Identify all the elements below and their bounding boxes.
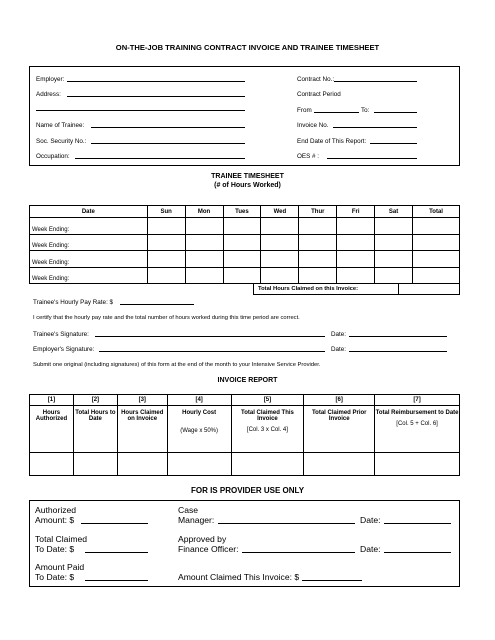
col-number: [1]: [30, 395, 74, 406]
occupation-label: Occupation:: [36, 153, 70, 160]
address-label: Address:: [36, 91, 61, 98]
note-text: [Col. 5 + Col. 6]: [396, 421, 438, 427]
cell[interactable]: [413, 251, 460, 268]
table-row: [30, 267, 460, 284]
cell[interactable]: [147, 218, 185, 235]
from-field[interactable]: [314, 106, 359, 113]
from-label: From: [297, 107, 312, 114]
week-ending-label: Week Ending:: [30, 218, 148, 235]
cell[interactable]: [261, 251, 299, 268]
end-date-field[interactable]: [370, 137, 417, 144]
header-text: Hours Claimed on Invoice: [121, 410, 164, 422]
cell[interactable]: [337, 251, 375, 268]
col-date: Date: [30, 206, 148, 218]
col-tues: Tues: [223, 206, 261, 218]
week-ending-label: Week Ending:: [30, 251, 148, 268]
case-date-label: Date:: [360, 515, 381, 525]
col-total-reimbursement: [375, 406, 460, 453]
trainee-name-field[interactable]: [91, 121, 245, 128]
authorized-amount-field[interactable]: [81, 515, 148, 524]
paid-label-2: To Date: $: [35, 572, 75, 582]
week-ending-label: Week Ending:: [30, 234, 148, 251]
claimed-label-1: Total Claimed: [35, 534, 88, 544]
ssn-field[interactable]: [91, 137, 245, 144]
col-hours-claimed: [117, 406, 167, 453]
contract-no-field[interactable]: [334, 75, 417, 82]
note-text: [Col. 3 x Col. 4]: [246, 427, 288, 433]
col-number: [5]: [231, 395, 304, 406]
trainee-date-label: Date:: [331, 331, 347, 338]
pay-rate-field[interactable]: [120, 298, 194, 305]
trainee-name-label: Name of Trainee:: [36, 122, 85, 129]
cell[interactable]: [185, 251, 223, 268]
cell[interactable]: [413, 267, 460, 284]
case-manager-field[interactable]: [218, 515, 355, 524]
col-number: [3]: [117, 395, 167, 406]
invoice-table: [29, 394, 460, 476]
cell[interactable]: [299, 251, 337, 268]
paid-amount-field[interactable]: [85, 572, 148, 581]
cell[interactable]: [261, 267, 299, 284]
timesheet-title: TRAINEE TIMESHEET: [211, 173, 284, 180]
employer-date-label: Date:: [331, 346, 347, 353]
contract-period-label: Contract Period: [297, 91, 341, 98]
cell[interactable]: [231, 453, 304, 476]
cell[interactable]: [261, 234, 299, 251]
cell[interactable]: [223, 251, 261, 268]
cell[interactable]: [413, 234, 460, 251]
cell[interactable]: [30, 453, 74, 476]
employer-date-field[interactable]: [349, 345, 447, 352]
total-hours-cell[interactable]: [398, 284, 460, 294]
col-fri: Fri: [337, 206, 375, 218]
cell[interactable]: [337, 234, 375, 251]
cell[interactable]: [147, 234, 185, 251]
total-hours-box: [253, 284, 460, 295]
invoice-no-field[interactable]: [333, 121, 417, 128]
provider-title: FOR IS PROVIDER USE ONLY: [190, 486, 305, 495]
finance-officer-field[interactable]: [242, 544, 355, 553]
table-row: [30, 218, 460, 235]
cell[interactable]: [185, 267, 223, 284]
cell[interactable]: [413, 218, 460, 235]
cell[interactable]: [375, 218, 413, 235]
certify-text: I certify that the hourly pay rate and the total number of hours worked during this time period are correct.: [33, 315, 300, 321]
col-wed: Wed: [261, 206, 299, 218]
approved-date-label: Date:: [360, 544, 381, 554]
cell[interactable]: [185, 218, 223, 235]
col-prior-claimed: [304, 406, 375, 453]
authorized-label-2: Amount: $: [35, 515, 75, 525]
col-mon: Mon: [185, 206, 223, 218]
employer-signature-field[interactable]: [99, 345, 325, 352]
cell[interactable]: [223, 234, 261, 251]
cell[interactable]: [299, 267, 337, 284]
trainee-date-field[interactable]: [349, 330, 447, 337]
address-field-2[interactable]: [36, 104, 245, 111]
contract-no-label: Contract No.:: [297, 76, 335, 83]
to-field[interactable]: [374, 106, 417, 113]
header-text: Total Claimed This Invoice: [240, 410, 294, 422]
case-date-field[interactable]: [384, 515, 451, 524]
timesheet-header-row: [30, 206, 460, 218]
to-label: To:: [361, 107, 370, 114]
ssn-label: Soc. Security No.:: [36, 138, 87, 145]
cell[interactable]: [299, 218, 337, 235]
cell[interactable]: [147, 251, 185, 268]
trainee-signature-field[interactable]: [95, 330, 325, 337]
address-field[interactable]: [67, 90, 245, 97]
cell[interactable]: [337, 218, 375, 235]
note-text: (Wage x 50%): [180, 428, 219, 434]
cell[interactable]: [375, 453, 460, 476]
end-date-label: End Date of This Report:: [297, 138, 367, 145]
invoice-no-label: Invoice No.: [297, 122, 329, 129]
col-total-hours: [73, 406, 117, 453]
col-number: [4]: [167, 395, 231, 406]
occupation-field[interactable]: [75, 152, 245, 159]
cell[interactable]: [185, 234, 223, 251]
case-label-1: Case: [178, 505, 199, 515]
pay-rate-label: Trainee's Hourly Pay Rate: $: [33, 299, 114, 306]
cell[interactable]: [261, 218, 299, 235]
oes-field[interactable]: [327, 152, 417, 159]
cell[interactable]: [223, 267, 261, 284]
cell[interactable]: [147, 267, 185, 284]
week-ending-label: Week Ending:: [30, 267, 148, 284]
cell[interactable]: [167, 453, 231, 476]
header-text: Total Hours to Date: [75, 410, 116, 422]
claimed-label-2: To Date: $: [35, 544, 75, 554]
invoice-title: INVOICE REPORT: [217, 377, 278, 384]
invoice-entry-row: [30, 453, 460, 476]
employer-signature-label: Employer's Signature:: [33, 346, 95, 353]
amount-claimed-field[interactable]: [302, 572, 362, 581]
cell[interactable]: [304, 453, 375, 476]
timesheet-table: [29, 205, 460, 284]
claimed-amount-field[interactable]: [85, 544, 148, 553]
col-total-claimed: [231, 406, 304, 453]
paid-label-1: Amount Paid: [35, 562, 85, 572]
employer-label: Employer:: [36, 76, 65, 83]
approved-label-1: Approved by: [178, 534, 227, 544]
oes-label: OES # :: [297, 153, 320, 160]
table-row: [30, 234, 460, 251]
provider-box: [29, 500, 460, 587]
cell[interactable]: [223, 218, 261, 235]
header-text: Hours Authorized: [35, 410, 68, 422]
invoice-number-row: [30, 395, 460, 406]
form-title: ON-THE-JOB TRAINING CONTRACT INVOICE AND TRAINEE TIMESHEET: [115, 43, 380, 52]
submit-text: Submit one original (including signatures) of this form at the end of the month to your Intensive Service Provider.: [33, 362, 321, 368]
authorized-label-1: Authorized: [35, 505, 77, 515]
col-hourly-cost: [167, 406, 231, 453]
cell[interactable]: [375, 267, 413, 284]
trainee-signature-label: Trainee's Signature:: [33, 331, 89, 338]
case-label-2: Manager:: [178, 515, 215, 525]
employer-field[interactable]: [67, 75, 245, 82]
invoice-header-row: [30, 406, 460, 453]
cell[interactable]: [375, 251, 413, 268]
col-sun: Sun: [147, 206, 185, 218]
col-hours-authorized: [30, 406, 74, 453]
table-row: [30, 251, 460, 268]
col-number: [7]: [375, 395, 460, 406]
col-total: Total: [413, 206, 460, 218]
header-box: [29, 66, 460, 166]
col-thur: Thur: [299, 206, 337, 218]
header-text: Hourly Cost: [182, 410, 217, 416]
header-text: Total Claimed Prior Invoice: [311, 410, 367, 422]
cell[interactable]: [73, 453, 117, 476]
col-sat: Sat: [375, 206, 413, 218]
col-number: [6]: [304, 395, 375, 406]
cell[interactable]: [375, 234, 413, 251]
approved-date-field[interactable]: [384, 544, 451, 553]
total-hours-label: Total Hours Claimed on this Invoice:: [258, 286, 359, 292]
col-number: [2]: [73, 395, 117, 406]
header-text: Total Reimbursement to Date: [375, 410, 459, 416]
timesheet-subtitle: (# of Hours Worked): [214, 182, 281, 189]
cell[interactable]: [117, 453, 167, 476]
cell[interactable]: [337, 267, 375, 284]
approved-label-2: Finance Officer:: [178, 544, 239, 554]
amount-claimed-label: Amount Claimed This Invoice: $: [178, 572, 300, 582]
cell[interactable]: [299, 234, 337, 251]
